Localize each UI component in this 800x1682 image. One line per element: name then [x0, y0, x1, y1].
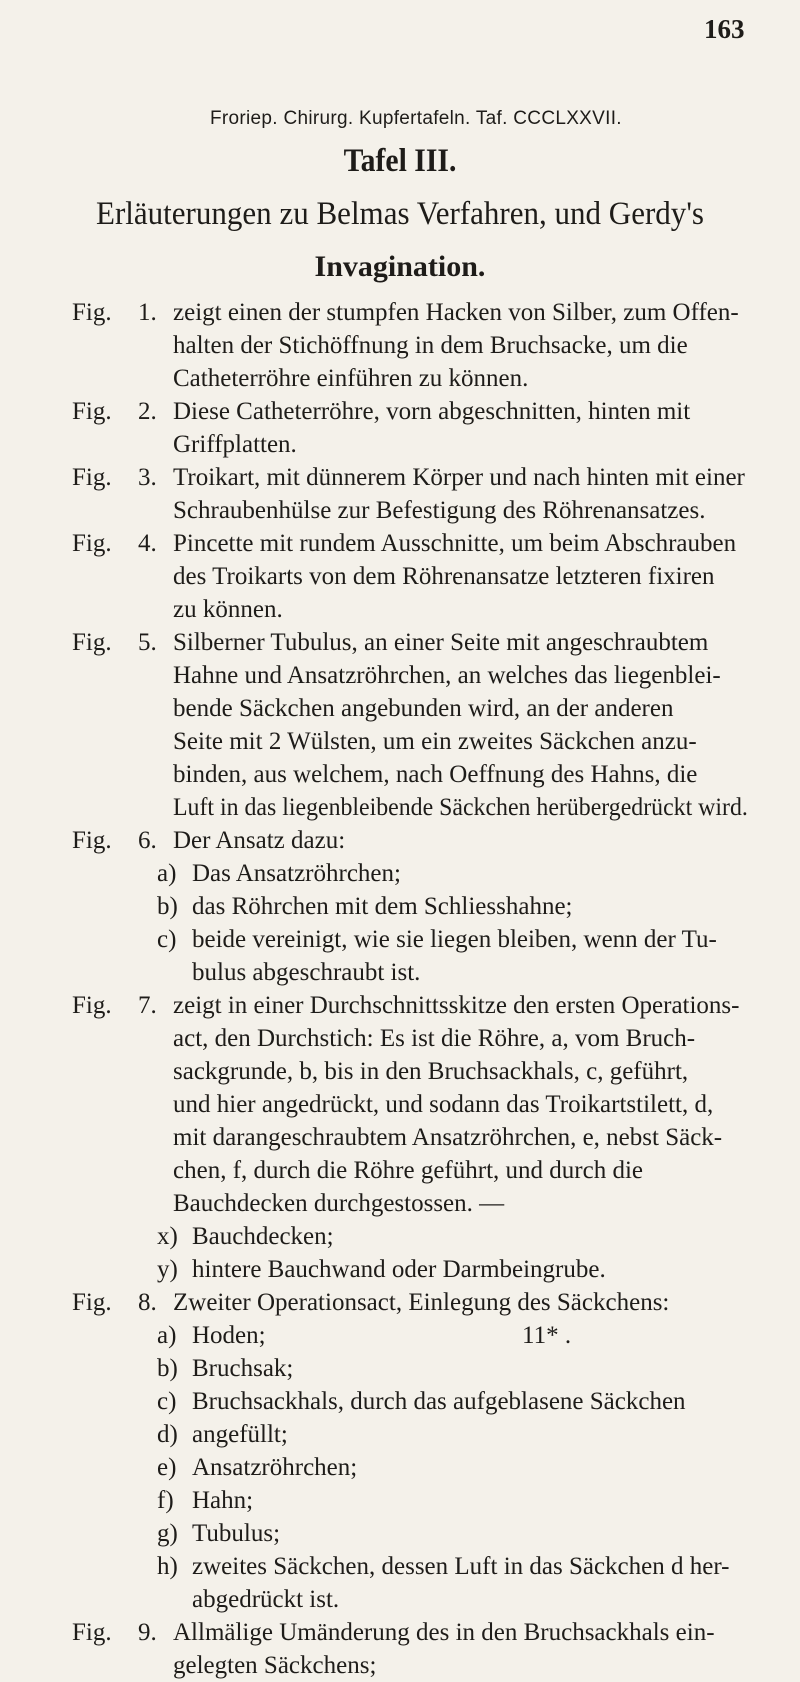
figure-label: Fig. [72, 827, 112, 854]
item-key: a) [157, 1322, 177, 1349]
figure-label: Fig. [72, 992, 112, 1019]
figure-text-line: Griffplatten. [173, 431, 297, 458]
figure-number: 3. [138, 464, 157, 491]
item-text-line: bulus abgeschraubt ist. [192, 959, 421, 986]
item-key: d) [157, 1421, 178, 1448]
figure-number: 6. [138, 827, 157, 854]
source-line: Froriep. Chirurg. Kupfertafeln. Taf. CCCLXXVII. [210, 108, 622, 129]
heading-line-1: Erläuterungen zu Belmas Verfahren, und Gerdy's [95, 196, 704, 232]
item-text-line: hintere Bauchwand oder Darmbeingrube. [192, 1256, 606, 1283]
figure-text-line: Bauchdecken durchgestossen. — [173, 1190, 505, 1217]
item-key: a) [157, 860, 177, 887]
figure-text-line: act, den Durchstich: Es ist die Röhre, a, vom Bruch- [173, 1025, 696, 1052]
item-key: c) [157, 926, 177, 953]
figure-text-line: Der Ansatz dazu: [173, 827, 346, 854]
figure-text-line: zeigt in einer Durchschnittsskitze den ersten Operations- [173, 992, 740, 1019]
figure-text-line: Allmälige Umänderung des in den Bruchsackhals ein- [173, 1619, 715, 1646]
figure-text-line: Diese Catheterröhre, vorn abgeschnitten, hinten mit [173, 398, 691, 425]
item-key: b) [157, 1355, 178, 1382]
item-text-line: Hahn; [192, 1487, 254, 1514]
figure-label: Fig. [72, 299, 112, 326]
item-key: f) [157, 1487, 174, 1514]
figure-label: Fig. [72, 1619, 112, 1646]
figure-text-line: des Troikarts von dem Röhrenansatze letzteren fixiren [173, 563, 715, 590]
item-text-line: Das Ansatzröhrchen; [192, 860, 401, 887]
figure-text-line: und hier angedrückt, und sodann das Troikartstilett, d, [173, 1091, 714, 1118]
figure-text-line: Schraubenhülse zur Befestigung des Röhrenansatzes. [173, 497, 706, 524]
figure-text-line: Zweiter Operationsact, Einlegung des Säckchens: [173, 1289, 670, 1316]
figure-text-line: mit darangeschraubtem Ansatzröhrchen, e, nebst Säck- [173, 1124, 723, 1151]
figure-text-line: zu können. [173, 596, 283, 623]
item-key: y) [157, 1256, 178, 1283]
item-text-line: das Röhrchen mit dem Schliesshahne; [192, 893, 573, 920]
figure-label: Fig. [72, 629, 112, 656]
figure-label: Fig. [72, 464, 112, 491]
item-text-line: zweites Säckchen, dessen Luft in das Säckchen d her- [192, 1553, 730, 1580]
figure-number: 9. [138, 1619, 157, 1646]
figure-text-line: zeigt einen der stumpfen Hacken von Silber, zum Offen- [173, 299, 739, 326]
item-key: x) [157, 1223, 178, 1250]
item-key: b) [157, 893, 178, 920]
figure-text-line: Seite mit 2 Wülsten, um ein zweites Säckchen anzu- [173, 728, 697, 755]
item-key: c) [157, 1388, 177, 1415]
figure-number: 1. [138, 299, 157, 326]
figure-number: 4. [138, 530, 157, 557]
figure-text-line: Luft in das liegenbleibende Säckchen herübergedrückt wird. [173, 794, 748, 821]
figure-text-line: Troikart, mit dünnerem Körper und nach hinten mit einer [173, 464, 745, 491]
figure-text-line: gelegten Säckchens; [173, 1652, 377, 1679]
heading-line-2: Invagination. [314, 250, 486, 283]
signature-mark: 11* . [522, 1322, 572, 1349]
figure-text-line: chen, f, durch die Röhre geführt, und durch die [173, 1157, 643, 1184]
item-text-line: abgedrückt ist. [192, 1586, 340, 1613]
item-text-line: Bauchdecken; [192, 1223, 334, 1250]
figure-text-line: Silberner Tubulus, an einer Seite mit angeschraubtem [173, 629, 709, 656]
figure-text-line: bende Säckchen angebunden wird, an der anderen [173, 695, 674, 722]
item-text-line: Bruchsackhals, durch das aufgeblasene Säckchen [192, 1388, 686, 1415]
figure-label: Fig. [72, 1289, 112, 1316]
figure-number: 5. [138, 629, 157, 656]
item-text-line: Hoden; [192, 1322, 266, 1349]
figure-text-line: halten der Stichöffnung in dem Bruchsacke, um die [173, 332, 688, 359]
figure-number: 7. [138, 992, 157, 1019]
item-key: e) [157, 1454, 177, 1481]
item-key: g) [157, 1520, 178, 1547]
figure-text-line: sackgrunde, b, bis in den Bruchsackhals, c, geführt, [173, 1058, 689, 1085]
figure-number: 8. [138, 1289, 157, 1316]
figure-text-line: binden, aus welchem, nach Oeffnung des Hahns, die [173, 761, 698, 788]
figure-label: Fig. [72, 398, 112, 425]
item-text-line: Ansatzröhrchen; [192, 1454, 358, 1481]
figure-number: 2. [138, 398, 157, 425]
plate-title: Tafel III. [343, 143, 457, 179]
item-text-line: Tubulus; [192, 1520, 281, 1547]
page-number: 163 [704, 14, 745, 44]
figure-label: Fig. [72, 530, 112, 557]
figure-text-line: Catheterröhre einführen zu können. [173, 365, 529, 392]
item-key: h) [157, 1553, 178, 1580]
item-text-line: Bruchsak; [192, 1355, 294, 1382]
item-text-line: beide vereinigt, wie sie liegen bleiben, wenn der Tu- [192, 926, 717, 953]
figure-text-line: Pincette mit rundem Ausschnitte, um beim Abschrauben [173, 530, 737, 557]
item-text-line: angefüllt; [192, 1421, 288, 1448]
figure-text-line: Hahne und Ansatzröhrchen, an welches das liegenblei- [173, 662, 721, 689]
